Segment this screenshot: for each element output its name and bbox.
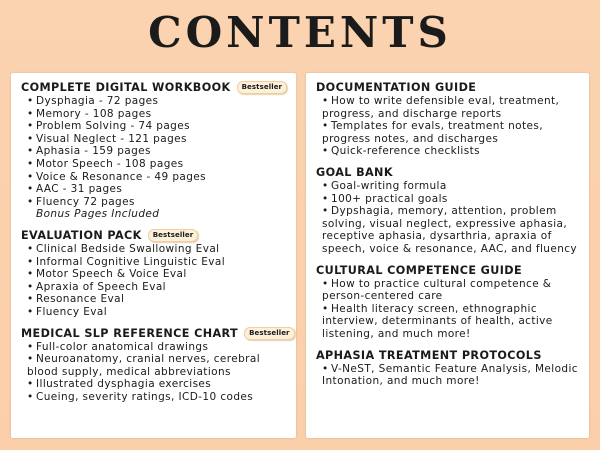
reference-section <box>21 326 290 404</box>
bestseller-badge: Bestseller <box>237 81 288 94</box>
list-item: • Problem Solving - 74 pages <box>27 120 190 133</box>
aphasia-title: APHASIA TREATMENT PROTOCOLS <box>316 348 542 362</box>
list-item: • Visual Neglect - 121 pages <box>27 132 187 145</box>
list-item: • How to practice cultural competence & person-centered care <box>322 277 552 303</box>
list-item: • Resonance Eval <box>27 293 125 306</box>
bestseller-badge: Bestseller <box>244 327 295 340</box>
list-item: • Health literacy screen, ethnographic interview, determinants of health, active listening, and much more! <box>322 302 553 340</box>
list-item: • Motor Speech & Voice Eval <box>27 268 187 281</box>
documentation-section <box>316 81 579 158</box>
bestseller-badge: Bestseller <box>148 229 199 242</box>
list-item: • Dysphagia - 72 pages <box>27 95 159 107</box>
list-item: • Memory - 108 pages <box>27 107 152 120</box>
aphasia-section <box>316 349 579 388</box>
list-item: • Informal Cognitive Linguistic Eval <box>27 255 226 268</box>
documentation-title: DOCUMENTATION GUIDE <box>316 81 477 94</box>
goalbank-title: GOAL BANK <box>316 165 393 179</box>
cultural-section <box>316 264 579 341</box>
reference-title: MEDICAL SLP REFERENCE CHART <box>21 326 239 340</box>
list-item: • Aphasia - 159 pages <box>27 145 151 158</box>
list-item: • Quick-reference checklists <box>322 145 480 158</box>
list-item: • How to write defensible eval, treatment, progress, and discharge reports <box>322 95 560 120</box>
list-item: • Dypshagia, memory, attention, problem solving, visual neglect, expressive aphasia, receptive aphasia, dysarthria, apraxia of speech, voice & resonance, AAC, and fluency <box>322 205 578 255</box>
list-item: • Goal-writing formula <box>322 179 447 192</box>
list-item: • AAC - 31 pages <box>27 183 123 196</box>
right-contents-panel <box>306 73 589 438</box>
evaluation-section <box>21 229 286 319</box>
left-contents-panel <box>11 73 296 438</box>
workbook-section <box>21 81 286 221</box>
bonus-note: Bonus Pages Included <box>36 208 160 221</box>
list-item: • Clinical Bedside Swallowing Eval <box>27 242 220 255</box>
list-item: • Fluency 72 pages <box>27 195 135 208</box>
list-item: • V-NeST, Semantic Feature Analysis, Melodic Intonation, and much more! <box>322 362 578 388</box>
cultural-title: CULTURAL COMPETENCE GUIDE <box>316 263 523 277</box>
list-item: • Fluency Eval <box>27 305 108 318</box>
list-item: • 100+ practical goals <box>322 192 448 205</box>
list-item: • Neuroanatomy, cranial nerves, cerebral blood supply, medical abbreviations <box>27 353 261 378</box>
workbook-title: COMPLETE DIGITAL WORKBOOK <box>21 81 231 94</box>
goalbank-section <box>316 166 579 256</box>
list-item: • Motor Speech - 108 pages <box>27 157 184 170</box>
list-item: • Voice & Resonance - 49 pages <box>27 170 207 183</box>
evaluation-title: EVALUATION PACK <box>21 228 142 242</box>
list-item: • Full-color anatomical drawings <box>27 340 209 353</box>
page-title: CONTENTS <box>148 8 452 57</box>
list-item: • Illustrated dysphagia exercises <box>27 378 212 391</box>
list-item: • Templates for evals, treatment notes, progress notes, and discharges <box>322 120 543 145</box>
list-item: • Cueing, severity ratings, ICD-10 codes <box>27 390 254 403</box>
list-item: • Apraxia of Speech Eval <box>27 280 166 293</box>
